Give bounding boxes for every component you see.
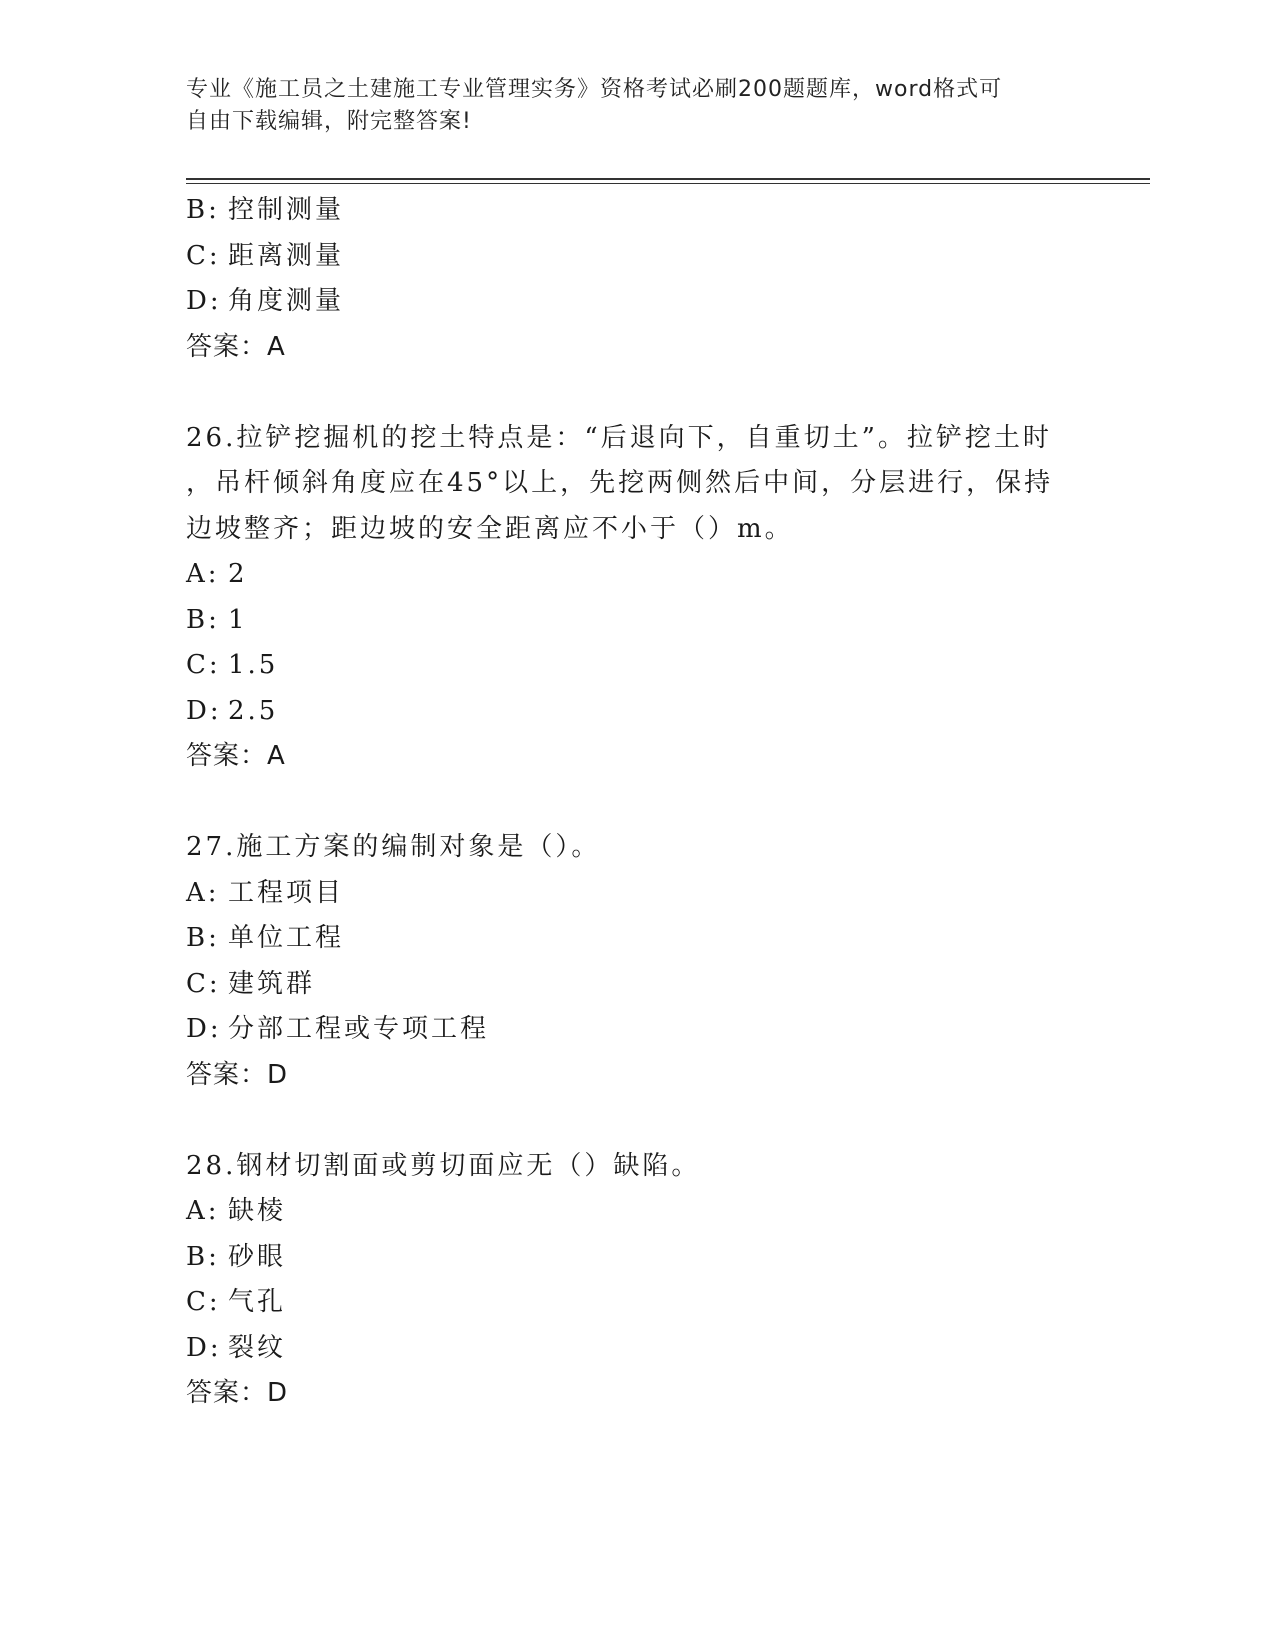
option-a: A: 工程项目 xyxy=(186,877,345,908)
question-list xyxy=(186,188,1086,1417)
header-line-2: 自由下载编辑，附完整答案! xyxy=(186,109,472,134)
document-header xyxy=(186,74,1066,138)
header-line-1: 专业《施工员之土建施工专业管理实务》资格考试必刷200题题库，word格式可 xyxy=(186,77,1003,102)
header-rule-thin xyxy=(186,183,1150,184)
option-d: D: 分部工程或专项工程 xyxy=(186,1014,490,1044)
option-b: B: 控制测量 xyxy=(186,195,345,225)
option-d: D: 裂纹 xyxy=(186,1332,287,1363)
option-a: A: 缺棱 xyxy=(186,1196,287,1226)
option-d: D: 2.5 xyxy=(186,695,279,726)
answer-line: 答案：D xyxy=(186,1378,289,1408)
question-text-line: 28.钢材切割面或剪切面应无（）缺陷。 xyxy=(186,1150,701,1181)
question-27 xyxy=(186,825,1086,1098)
question-text-line: 边坡整齐；距边坡的安全距离应不小于（）m。 xyxy=(186,513,794,544)
option-c: C: 建筑群 xyxy=(186,968,316,999)
option-d: D: 角度测量 xyxy=(186,286,345,316)
question-text-line: ，吊杆倾斜角度应在45°以上，先挖两侧然后中间，分层进行，保持 xyxy=(186,468,1054,498)
answer-line: 答案：D xyxy=(186,1059,289,1090)
option-a: A: 2 xyxy=(186,559,248,589)
header-rule-thick xyxy=(186,178,1150,180)
option-c: C: 1.5 xyxy=(186,650,279,680)
question-text-line: 26.拉铲挖掘机的挖土特点是：“后退向下，自重切土”。拉铲挖土时 xyxy=(186,422,1052,453)
option-c: C: 距离测量 xyxy=(186,240,345,271)
question-28 xyxy=(186,1144,1086,1417)
question-26 xyxy=(186,416,1086,780)
question-partial xyxy=(186,188,1086,370)
option-b: B: 单位工程 xyxy=(186,923,345,953)
question-text-line: 27.施工方案的编制对象是（）。 xyxy=(186,832,601,862)
option-b: B: 1 xyxy=(186,604,248,635)
option-b: B: 砂眼 xyxy=(186,1241,287,1272)
answer-line: 答案：A xyxy=(186,331,286,362)
option-c: C: 气孔 xyxy=(186,1287,287,1317)
answer-line: 答案：A xyxy=(186,741,286,771)
